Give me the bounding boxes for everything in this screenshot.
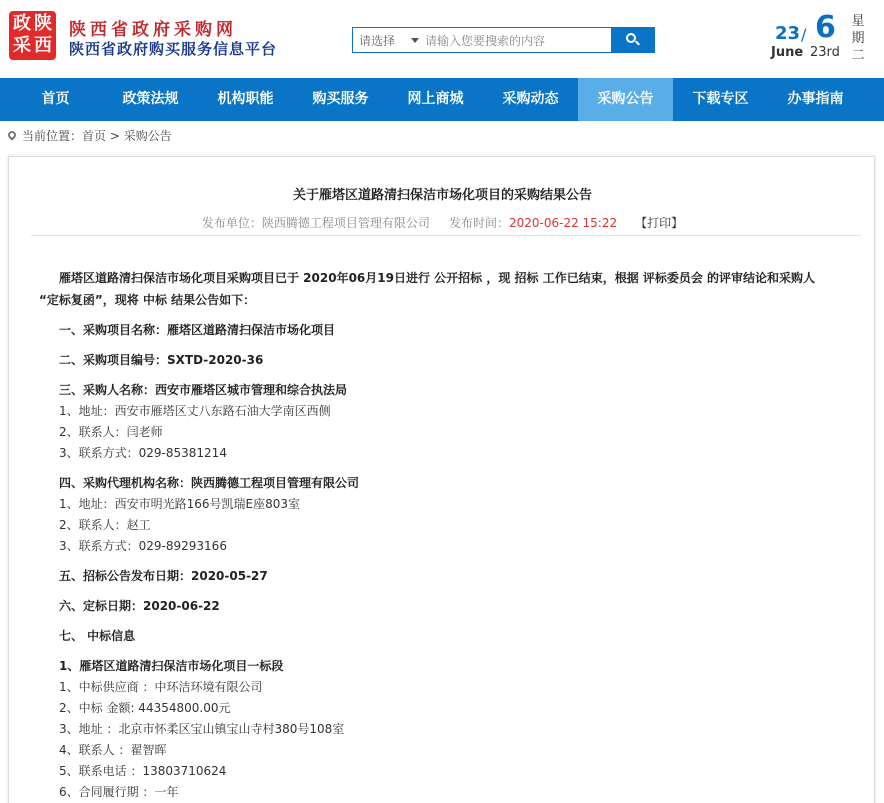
detail-line: 1、地址：西安市明光路166号凯瑞E座803室 bbox=[59, 497, 301, 511]
section-heading: 二、采购项目编号：SXTD-2020-36 bbox=[59, 353, 264, 367]
detail-line: 6、合同履行期 ：一年 bbox=[59, 785, 179, 799]
site-header bbox=[0, 0, 884, 78]
section-heading: 一、采购项目名称：雁塔区道路清扫保洁市场化项目 bbox=[59, 323, 336, 337]
detail-line: 2、中标 金额: 44354800.00元 bbox=[59, 701, 231, 715]
breadcrumb bbox=[8, 127, 172, 144]
nav-item-news[interactable]: 采购动态 bbox=[502, 91, 559, 107]
logo-char: 陕 bbox=[34, 13, 52, 34]
site-logo[interactable] bbox=[9, 11, 56, 60]
main-nav bbox=[0, 78, 884, 121]
detail-line: 5、联系电话 ：13803710624 bbox=[59, 764, 227, 778]
detail-line: 3、联系方式：029-89293166 bbox=[59, 539, 227, 553]
date-month: 6 bbox=[815, 10, 836, 45]
search-input[interactable]: 请输入您要搜索的内容 bbox=[425, 34, 546, 48]
logo-char: 采 bbox=[13, 35, 31, 56]
date-month-name: June bbox=[771, 45, 804, 60]
article-title: 关于雁塔区道路清扫保洁市场化项目的采购结果公告 bbox=[292, 188, 592, 203]
location-pin-icon bbox=[6, 129, 17, 140]
title-divider bbox=[31, 235, 861, 236]
nav-item-services[interactable]: 购买服务 bbox=[312, 91, 369, 107]
nav-item-mall[interactable]: 网上商城 bbox=[407, 91, 464, 107]
site-title: 陕西省政府采购网 bbox=[69, 20, 237, 40]
nav-item-policy[interactable]: 政策法规 bbox=[122, 91, 179, 107]
nav-item-downloads[interactable]: 下载专区 bbox=[692, 91, 749, 107]
breadcrumb-prefix: 当前位置： bbox=[22, 129, 83, 143]
detail-line: 3、地址 ：北京市怀柔区宝山镇宝山寺村380号108室 bbox=[59, 722, 345, 736]
date-slash: / bbox=[801, 25, 807, 44]
section-heading: 三、采购人名称：西安市雁塔区城市管理和综合执法局 bbox=[59, 383, 348, 397]
weekday-char: 二 bbox=[851, 48, 865, 63]
breadcrumb-home[interactable]: 首页 bbox=[82, 129, 107, 143]
section-heading: 六、定标日期：2020-06-22 bbox=[59, 599, 220, 613]
detail-line: 1、地址：西安市雁塔区丈八东路石油大学南区西侧 bbox=[59, 404, 331, 418]
nav-item-institutions[interactable]: 机构职能 bbox=[217, 91, 274, 107]
article-panel bbox=[8, 156, 875, 803]
publish-time-label: 发布时间： bbox=[448, 216, 509, 230]
site-subtitle: 陕西省政府购买服务信息平台 bbox=[69, 40, 278, 58]
section-heading: 四、采购代理机构名称：陕西腾德工程项目管理有限公司 bbox=[59, 476, 360, 490]
date-day: 23 bbox=[775, 23, 801, 44]
date-display bbox=[770, 10, 880, 70]
publish-time: 2020-06-22 15:22 bbox=[508, 216, 618, 230]
publisher-name: 陕西腾德工程项目管理有限公司 bbox=[261, 216, 430, 230]
intro-text: 雁塔区道路清扫保洁市场化项目采购项目已于 2020年06月19日进行 公开招标 ，现 招标 工作已结束，根据 评标委员会 的评审结论和采购人 bbox=[59, 271, 816, 285]
nav-item-announcements[interactable]: 采购公告 bbox=[578, 78, 673, 121]
breadcrumb-current[interactable]: 采购公告 bbox=[123, 129, 172, 143]
date-weekday bbox=[851, 13, 865, 64]
chevron-down-icon[interactable] bbox=[411, 38, 419, 43]
weekday-char: 期 bbox=[851, 31, 865, 46]
nav-item-home[interactable]: 首页 bbox=[41, 91, 70, 107]
logo-char: 西 bbox=[34, 35, 52, 56]
search-button[interactable] bbox=[611, 27, 655, 53]
section-heading: 七、 中标信息 bbox=[59, 629, 136, 643]
detail-line: 1、中标供应商 ：中环洁环境有限公司 bbox=[59, 680, 263, 694]
detail-line: 3、联系方式：029-85381214 bbox=[59, 446, 227, 460]
date-day-ordinal: 23rd bbox=[810, 45, 840, 60]
detail-line: 4、联系人 ：翟智晖 bbox=[59, 743, 167, 757]
detail-line: 2、联系人：闫老师 bbox=[59, 425, 163, 439]
detail-line: 2、联系人：赵工 bbox=[59, 518, 151, 532]
weekday-char: 星 bbox=[851, 14, 865, 29]
search-category-select[interactable]: 请选择 bbox=[359, 34, 396, 48]
breadcrumb-separator: > bbox=[109, 129, 120, 143]
nav-item-guide[interactable]: 办事指南 bbox=[787, 91, 844, 107]
article-meta bbox=[9, 214, 876, 231]
lot-heading: 1、雁塔区道路清扫保洁市场化项目一标段 bbox=[59, 659, 284, 673]
logo-char: 政 bbox=[13, 13, 31, 34]
publisher-label: 发布单位： bbox=[201, 216, 262, 230]
section-heading: 五、招标公告发布日期：2020-05-27 bbox=[59, 569, 268, 583]
intro-text: “定标复函”，现将 中标 结果公告如下： bbox=[39, 293, 256, 307]
print-link[interactable]: 【打印】 bbox=[635, 216, 684, 230]
search-bar bbox=[352, 27, 655, 53]
search-icon-handle bbox=[635, 41, 640, 46]
